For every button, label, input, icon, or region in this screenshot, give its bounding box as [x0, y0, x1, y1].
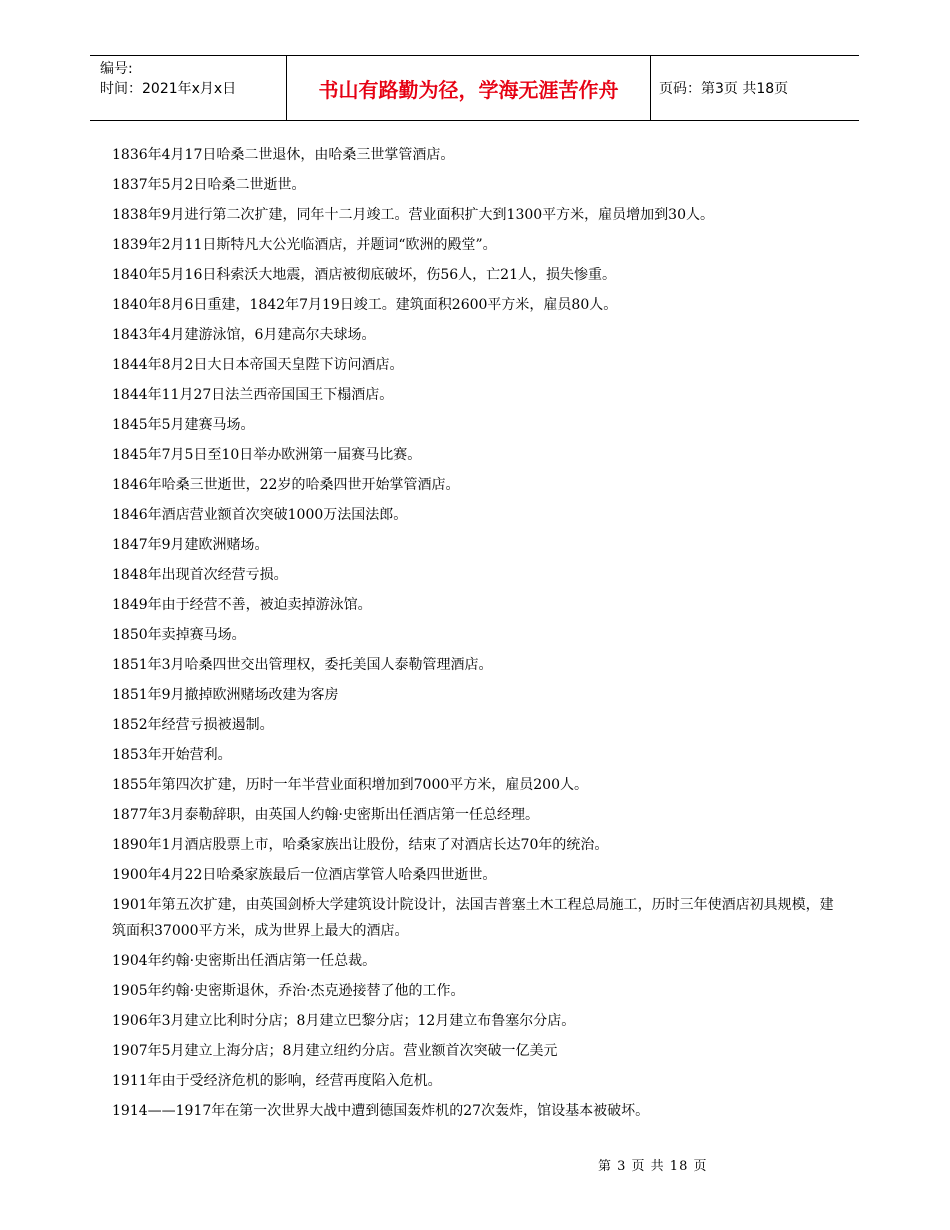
timeline-entry: 1904年约翰·史密斯出任酒店第一任总裁。: [112, 953, 377, 969]
header-meta: [100, 59, 236, 99]
timeline-entry: 1846年酒店营业额首次突破1000万法国法郎。: [112, 507, 408, 523]
timeline-entry: 1845年5月建赛马场。: [112, 417, 255, 433]
timeline-entry: 1852年经营亏损被遏制。: [112, 717, 274, 733]
timeline-entry: 1851年9月撤掉欧洲赌场改建为客房: [112, 687, 339, 703]
timeline-entry: 1838年9月进行第二次扩建，同年十二月竣工。营业面积扩大到1300平方米，雇员增加到30人。: [112, 207, 714, 223]
timeline-entry: 1900年4月22日哈桑家族最后一位酒店掌管人哈桑四世逝世。: [112, 867, 497, 883]
timeline-entry: 1911年由于受经济危机的影响，经营再度陷入危机。: [112, 1073, 442, 1089]
timeline-entry: 1853年开始营利。: [112, 747, 232, 763]
page-header: [90, 55, 859, 121]
header-page-info: 页码：第3页 共18页: [659, 81, 789, 97]
timeline-entry: 1849年由于经营不善，被迫卖掉游泳馆。: [112, 597, 372, 613]
timeline-entry: 1837年5月2日哈桑二世逝世。: [112, 177, 306, 193]
timeline-entry: 1844年8月2日大日本帝国天皇陛下访问酒店。: [112, 357, 404, 373]
timeline-entry: 1843年4月建游泳馆，6月建高尔夫球场。: [112, 327, 376, 343]
timeline-entry: 1877年3月泰勒辞职，由英国人约翰·史密斯出任酒店第一任总经理。: [112, 807, 539, 823]
timeline-entry: 1906年3月建立比利时分店；8月建立巴黎分店；12月建立布鲁塞尔分店。: [112, 1013, 576, 1029]
timeline-entry: 1845年7月5日至10日举办欧洲第一届赛马比赛。: [112, 447, 422, 463]
document-time-label: 时间：2021年x月x日: [100, 81, 237, 97]
timeline-entry: 1905年约翰·史密斯退休，乔治·杰克逊接替了他的工作。: [112, 983, 465, 999]
timeline-entry: 1855年第四次扩建，历时一年半营业面积增加到7000平方米，雇员200人。: [112, 777, 588, 793]
timeline-entry: 1846年哈桑三世逝世，22岁的哈桑四世开始掌管酒店。: [112, 477, 460, 493]
timeline-content: [112, 140, 842, 1126]
timeline-entry: 1844年11月27日法兰西帝国国王下榻酒店。: [112, 387, 394, 403]
page-footer: 第 3 页 共 18 页: [598, 1159, 708, 1174]
document-number-label: 编号:: [100, 61, 133, 77]
timeline-entry: 1839年2月11日斯特凡大公光临酒店，并题词“欧洲的殿堂”。: [112, 237, 497, 253]
timeline-entry: 1850年卖掉赛马场。: [112, 627, 246, 643]
timeline-entry: 1840年5月16日科索沃大地震，酒店被彻底破坏，伤56人，亡21人，损失惨重。: [112, 267, 616, 283]
timeline-entry: 1901年第五次扩建，由英国剑桥大学建筑设计院设计，法国吉普塞土木工程总局施工，历时三年使酒店初具规模，建筑面积37000平方米，成为世界上最大的酒店。: [112, 897, 834, 939]
timeline-entry: 1836年4月17日哈桑二世退休，由哈桑三世掌管酒店。: [112, 147, 455, 163]
timeline-entry: 1890年1月酒店股票上市，哈桑家族出让股份，结束了对酒店长达70年的统治。: [112, 837, 609, 853]
timeline-entry: 1914——1917年在第一次世界大战中遭到德国轰炸机的27次轰炸，馆设基本被破坏。: [112, 1103, 650, 1119]
timeline-entry: 1907年5月建立上海分店；8月建立纽约分店。营业额首次突破一亿美元: [112, 1043, 558, 1059]
timeline-entry: 1847年9月建欧洲赌场。: [112, 537, 269, 553]
header-motto: 书山有路勤为径，学海无涯苦作舟: [318, 77, 619, 102]
timeline-entry: 1840年8月6日重建，1842年7月19日竣工。建筑面积2600平方米，雇员80人。: [112, 297, 618, 313]
timeline-entry: 1851年3月哈桑四世交出管理权，委托美国人泰勒管理酒店。: [112, 657, 493, 673]
timeline-entry: 1848年出现首次经营亏损。: [112, 567, 288, 583]
